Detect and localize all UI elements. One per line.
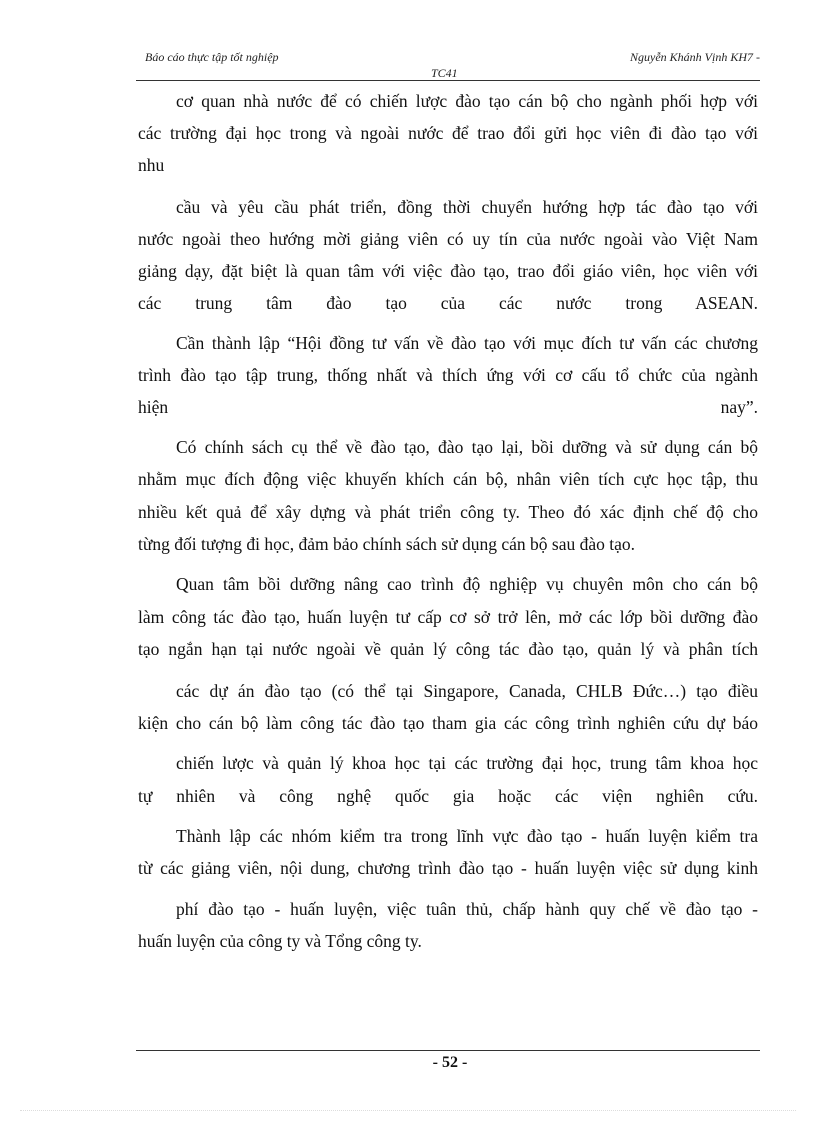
page-number: - 52 - — [432, 1054, 468, 1071]
header-left-title: Báo cáo thực tập tốt nghiệp — [145, 50, 279, 64]
text-line: phí đào tạo - huấn luyện, việc tuân thủ, chấp hành quy chế về đào tạo - — [176, 899, 758, 919]
text-line: cơ quan nhà nước để có chiến lược đào tạo cán bộ cho ngành phối hợp với — [176, 91, 758, 111]
text-line: các trường đại học trong và ngoài nước để trao đổi gửi học viên đi đào tạo với — [138, 123, 758, 143]
text-line: huấn luyện của công ty và Tổng công ty. — [138, 931, 422, 951]
text-line: từng đối tượng đi học, đảm bảo chính sách sử dụng cán bộ sau đào tạo. — [138, 534, 635, 554]
text-line: nước ngoài theo hướng mời giảng viên có uy tín của nước ngoài vào Việt Nam — [138, 229, 758, 249]
text-line: kiện cho cán bộ làm công tác đào tạo tham gia các công trình nghiên cứu dự báo — [138, 713, 758, 733]
text-line: tự nhiên và công nghệ quốc gia hoặc các viện nghiên cứu. — [138, 786, 758, 806]
text-line: chiến lược và quản lý khoa học tại các trường đại học, trung tâm khoa học — [176, 753, 758, 773]
text-line: Cần thành lập “Hội đồng tư vấn về đào tạo với mục đích tư vấn các chương — [176, 333, 758, 353]
text-line: nhằm mục đích động việc khuyến khích cán bộ, nhân viên tích cực học tập, thu — [138, 469, 758, 489]
footer-rule — [136, 1050, 760, 1051]
text-line: cầu và yêu cầu phát triển, đồng thời chuyển hướng hợp tác đào tạo với — [176, 197, 758, 217]
text-line: Thành lập các nhóm kiểm tra trong lĩnh vực đào tạo - huấn luyện kiểm tra — [176, 826, 758, 846]
text-line: nhu — [138, 155, 165, 175]
header-author: Nguyễn Khánh Vịnh KH7 - — [630, 50, 760, 64]
text-line: từ các giảng viên, nội dung, chương trình đào tạo - huấn luyện việc sử dụng kinh — [138, 858, 758, 878]
header-author-class: TC41 — [431, 66, 458, 80]
header-rule — [136, 80, 760, 81]
text-line: làm công tác đào tạo, huấn luyện tư cấp cơ sở trở lên, mở các lớp bồi dưỡng đào — [138, 607, 758, 627]
page-bottom-dotted-border — [20, 1110, 796, 1111]
text-line: Có chính sách cụ thể về đào tạo, đào tạo lại, bồi dưỡng và sử dụng cán bộ — [176, 437, 758, 457]
text-line: Quan tâm bồi dưỡng nâng cao trình độ nghiệp vụ chuyên môn cho cán bộ — [176, 574, 758, 594]
text-line: nhiều kết quả để xây dựng và phát triển công ty. Theo đó xác định chế độ cho — [138, 502, 758, 522]
text-line: trình đào tạo tập trung, thống nhất và thích ứng với cơ cấu tổ chức của ngành — [138, 365, 758, 385]
text-line: tạo ngắn hạn tại nước ngoài về quản lý công tác đào tạo, quản lý và phân tích — [138, 639, 758, 659]
text-line: giảng dạy, đặt biệt là quan tâm với việc đào tạo, trao đổi giáo viên, học viên với — [138, 261, 758, 281]
text-line: các trung tâm đào tạo của các nước trong ASEAN. — [138, 293, 758, 313]
text-line: các dự án đào tạo (có thể tại Singapore, Canada, CHLB Đức…) tạo điều — [176, 681, 758, 701]
text-line: hiện nay”. — [138, 397, 758, 417]
